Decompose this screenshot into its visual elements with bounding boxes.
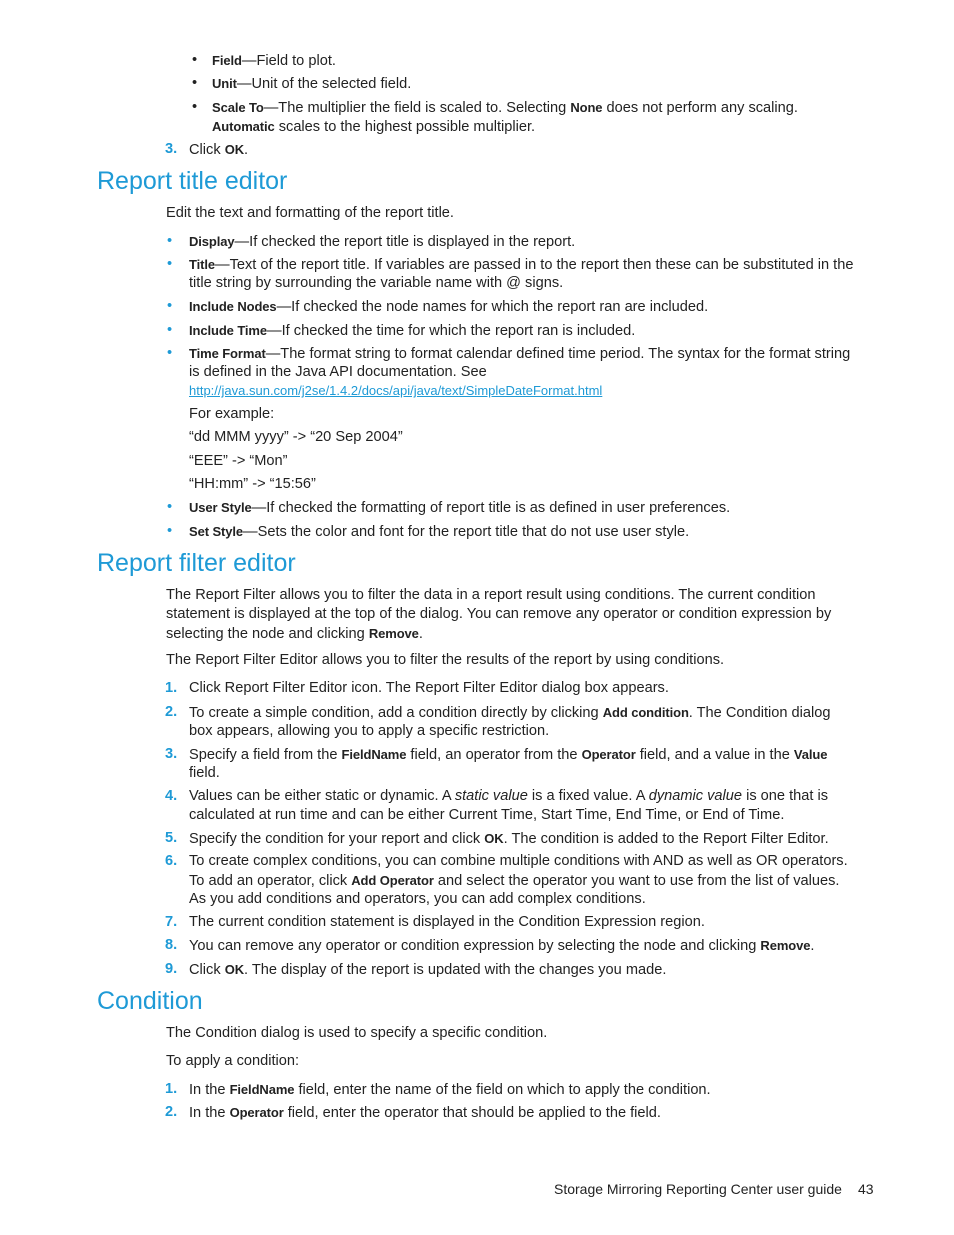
step-text: Specify the condition for your report and click xyxy=(189,831,485,847)
step-number: 9. xyxy=(165,961,178,977)
step-number: 3. xyxy=(165,746,178,762)
condition-step-2 xyxy=(165,1103,661,1123)
filter-step-6-cont: As you add conditions and operators, you can add complex conditions. xyxy=(189,891,646,907)
bullet-include-time xyxy=(189,321,635,341)
bullet-include-nodes xyxy=(189,297,708,317)
bullet-field xyxy=(212,51,336,71)
term: Add Operator xyxy=(351,873,434,888)
filter-step-9 xyxy=(165,960,667,980)
example-line: “HH:mm” -> “15:56” xyxy=(189,476,316,492)
step-text: In the xyxy=(189,1105,230,1121)
example-intro: For example: xyxy=(189,406,275,422)
bullet-scale-to-cont xyxy=(212,117,535,137)
step-number: 4. xyxy=(165,788,178,804)
step-number: 6. xyxy=(165,853,178,869)
bullet-text: —Unit of the selected field. xyxy=(236,76,412,92)
step-text: . The display of the report is updated with the changes you made. xyxy=(244,962,667,978)
bullet-text: —The format string to format calendar defined time period. The syntax for the format string xyxy=(265,346,851,362)
step-number: 7. xyxy=(165,914,178,930)
step-text: Click xyxy=(189,142,225,158)
step-text: is one that is xyxy=(742,788,829,804)
step-text: field, enter the name of the field on which to apply the condition. xyxy=(294,1082,711,1098)
term: FieldName xyxy=(341,747,407,762)
step-text: is a fixed value. A xyxy=(527,788,649,804)
step-text: . xyxy=(244,142,249,158)
bullet-text: —Text of the report title. If variables are passed in to the report then these can be substituted in the xyxy=(215,257,854,273)
bullet-display xyxy=(189,232,575,252)
step-text: Values can be either static or dynamic. A xyxy=(189,788,455,804)
bullet-scale-to xyxy=(212,98,798,118)
bullet-title xyxy=(189,255,853,275)
step-text: . The condition is added to the Report Filter Editor. xyxy=(503,831,829,847)
term: Value xyxy=(793,747,828,762)
bullet-text: —If checked the node names for which the report ran are included. xyxy=(276,299,709,315)
bullet-text: —If checked the report title is displayed in the report. xyxy=(234,234,576,250)
step-number: 2. xyxy=(165,704,178,720)
step-text: field, and a value in the xyxy=(635,747,794,763)
condition-para-2: To apply a condition: xyxy=(166,1053,300,1069)
filter-step-7 xyxy=(165,913,705,932)
step-text: field, enter the operator that should be applied to the field. xyxy=(283,1105,661,1121)
footer-title: Storage Mirroring Reporting Center user guide xyxy=(554,1181,842,1197)
example-line: “EEE” -> “Mon” xyxy=(189,453,288,469)
heading-report-title-editor: Report title editor xyxy=(97,167,288,195)
bullet-unit xyxy=(212,74,411,94)
filter-step-4-cont: calculated at run time and can be either Current Time, Start Time, End Time, or End of Time. xyxy=(189,807,785,823)
step-text: You can remove any operator or condition expression by selecting the node and clicking xyxy=(189,938,761,954)
term: Include Time xyxy=(189,323,268,338)
step-number: 1. xyxy=(165,680,178,696)
step-text: In the xyxy=(189,1082,230,1098)
filter-para-2: The Report Filter Editor allows you to filter the results of the report by using conditions. xyxy=(166,652,725,668)
bullet-time-format xyxy=(189,344,850,364)
term: FieldName xyxy=(229,1082,295,1097)
term: Operator xyxy=(229,1105,284,1120)
term: Title xyxy=(189,257,215,272)
term: Scale To xyxy=(212,100,264,115)
step-number: 2. xyxy=(165,1104,178,1120)
filter-para-line: statement is displayed at the top of the dialog. You can remove any operator or condition expression by xyxy=(166,606,832,622)
filter-step-8 xyxy=(165,936,815,956)
bullet-text: —The multiplier the field is scaled to. Selecting xyxy=(263,100,571,116)
bullet-title-cont: title string by surrounding the variable name with @ signs. xyxy=(189,275,564,291)
filter-step-1 xyxy=(165,679,669,698)
step-number: 8. xyxy=(165,937,178,953)
step-text: . The Condition dialog xyxy=(688,705,831,721)
filter-step-6-cont xyxy=(189,871,839,891)
simple-date-format-link[interactable]: http://java.sun.com/j2se/1.4.2/docs/api/java/text/SimpleDateFormat.html xyxy=(189,383,603,398)
condition-para-1: The Condition dialog is used to specify a specific condition. xyxy=(166,1025,548,1041)
text: selecting the node and clicking xyxy=(166,626,369,642)
step-text: To create complex conditions, you can combine multiple conditions with AND as well as OR operators. xyxy=(189,853,848,869)
bullet-user-style xyxy=(189,498,730,518)
bullet-set-style xyxy=(189,522,689,542)
step-text: Click xyxy=(189,962,225,978)
bullet-text: does not perform any scaling. xyxy=(602,100,798,116)
term: Display xyxy=(189,234,235,249)
step-text: field, an operator from the xyxy=(406,747,582,763)
term: Automatic xyxy=(212,119,275,134)
step-number: 1. xyxy=(165,1081,178,1097)
filter-step-2 xyxy=(165,703,831,723)
filter-step-5 xyxy=(165,829,829,849)
bullet-text: —Sets the color and font for the report title that do not use user style. xyxy=(243,524,690,540)
filter-step-4 xyxy=(165,787,829,806)
step-text: To create a simple condition, add a condition directly by clicking xyxy=(189,705,603,721)
bullet-text: scales to the highest possible multiplier. xyxy=(274,119,536,135)
term: Operator xyxy=(581,747,636,762)
term: Include Nodes xyxy=(189,299,277,314)
term: Unit xyxy=(212,76,237,91)
page-number: 43 xyxy=(858,1181,874,1197)
step-text: The current condition statement is displayed in the Condition Expression region. xyxy=(189,914,705,930)
term: OK xyxy=(224,142,244,157)
step-text: Click Report Filter Editor icon. The Report Filter Editor dialog box appears. xyxy=(189,680,669,696)
condition-step-1 xyxy=(165,1080,711,1100)
step-text: Specify a field from the xyxy=(189,747,342,763)
intro-text: Edit the text and formatting of the report title. xyxy=(166,205,454,221)
step-number: 3. xyxy=(165,141,178,157)
term: OK xyxy=(484,831,504,846)
step-text: . xyxy=(810,938,815,954)
filter-step-2-cont: box appears, allowing you to apply a specific restriction. xyxy=(189,723,550,739)
bullet-text: —Field to plot. xyxy=(241,53,336,69)
term: Field xyxy=(212,53,242,68)
filter-step-3 xyxy=(165,745,828,765)
term: Add condition xyxy=(602,705,689,720)
text: . xyxy=(418,626,423,642)
heading-report-filter-editor: Report filter editor xyxy=(97,549,296,577)
term: Remove xyxy=(368,626,419,641)
step-text: To add an operator, click xyxy=(189,873,352,889)
filter-para-line xyxy=(166,624,423,644)
term: Time Format xyxy=(189,346,266,361)
filter-step-6 xyxy=(165,852,848,871)
term: None xyxy=(570,100,603,115)
step-number: 5. xyxy=(165,830,178,846)
italic-term: dynamic value xyxy=(648,788,743,804)
step-click-ok xyxy=(165,140,249,160)
bullet-text: —If checked the time for which the report ran is included. xyxy=(267,323,636,339)
term: Remove xyxy=(760,938,811,953)
filter-step-3-cont: field. xyxy=(189,765,220,781)
term: OK xyxy=(224,962,244,977)
example-line: “dd MMM yyyy” -> “20 Sep 2004” xyxy=(189,429,403,445)
term: User Style xyxy=(189,500,252,515)
bullet-time-format-cont: is defined in the Java API documentation. See xyxy=(189,364,487,380)
italic-term: static value xyxy=(454,788,528,804)
step-text: and select the operator you want to use from the list of values. xyxy=(433,873,840,889)
heading-condition: Condition xyxy=(97,987,203,1015)
term: Set Style xyxy=(189,524,244,539)
filter-para-line: The Report Filter allows you to filter the data in a report result using conditions. The current condition xyxy=(166,587,816,603)
bullet-text: —If checked the formatting of report title is as defined in user preferences. xyxy=(251,500,731,516)
